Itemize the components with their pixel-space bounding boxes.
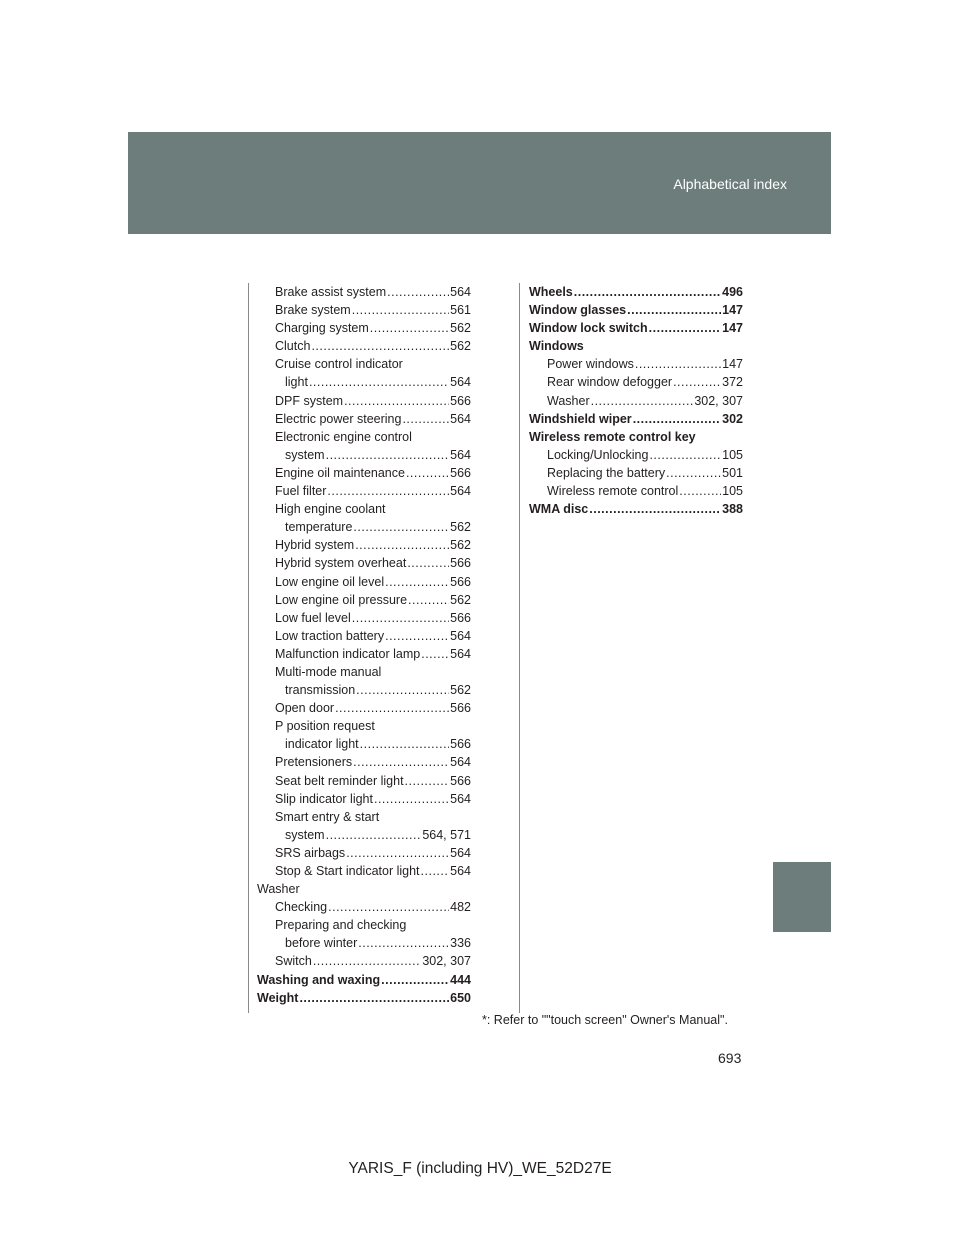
- left-column-rule: [248, 283, 249, 1013]
- dot-leader: [352, 609, 449, 627]
- index-entry: [257, 536, 471, 554]
- index-entry: [257, 934, 471, 952]
- index-entry-label: Power windows: [547, 357, 634, 372]
- index-entry: [529, 410, 743, 428]
- index-entry-label: Wireless remote control: [547, 484, 679, 499]
- dot-leader: [666, 464, 721, 482]
- index-entry-page: 650: [450, 990, 471, 1005]
- index-entry-label: SRS airbags: [275, 845, 346, 860]
- dot-leader: [385, 573, 449, 591]
- dot-leader: [327, 482, 449, 500]
- index-entry-page: 388: [722, 502, 743, 517]
- index-entry: [529, 319, 743, 337]
- dot-leader: [381, 971, 449, 989]
- index-entry-page: 566: [450, 393, 471, 408]
- index-entry: [529, 301, 743, 319]
- document-code: YARIS_F (including HV)_WE_52D27E: [348, 1160, 612, 1177]
- index-entry: [257, 482, 471, 500]
- index-entry: [257, 591, 471, 609]
- index-entry: [529, 500, 743, 518]
- index-heading: P position request: [275, 719, 375, 734]
- index-entry-label: Low traction battery: [275, 628, 385, 643]
- index-entry-page: 566: [450, 556, 471, 571]
- index-entry-label: Charging system: [275, 321, 369, 336]
- index-entry: [257, 283, 471, 301]
- index-entry-page: 147: [722, 357, 743, 372]
- index-entry-page: 566: [450, 773, 471, 788]
- index-entry-label: Replacing the battery: [547, 465, 666, 480]
- index-heading: Cruise control indicator: [275, 357, 403, 372]
- index-entry-page: 147: [722, 303, 743, 318]
- index-entry-label: Malfunction indicator lamp: [275, 646, 421, 661]
- index-entry-page: 372: [722, 375, 743, 390]
- dot-leader: [679, 482, 721, 500]
- index-heading: Electronic engine control: [275, 429, 412, 444]
- index-entry-page: 562: [450, 520, 471, 535]
- index-entry-label: Engine oil maintenance: [275, 465, 405, 480]
- index-entry-page: 564: [450, 375, 471, 390]
- index-column-right: [529, 283, 743, 518]
- center-column-rule: [519, 283, 520, 1013]
- index-entry-label: system: [285, 827, 325, 842]
- dot-leader: [673, 373, 721, 391]
- index-entry-label: Washer: [547, 393, 590, 408]
- index-entry: [257, 971, 471, 989]
- index-entry-label: Stop & Start indicator light: [275, 864, 420, 878]
- index-entry-page: 561: [450, 303, 471, 318]
- index-heading: Washer: [257, 882, 300, 897]
- dot-leader: [633, 410, 721, 428]
- index-entry-page: 564: [450, 755, 471, 770]
- index-entry-page: 302, 307: [694, 393, 743, 408]
- index-entry-page: 564: [450, 646, 471, 661]
- dot-leader: [408, 591, 449, 609]
- index-entry-label: Brake assist system: [275, 285, 387, 299]
- index-entry-page: 482: [450, 900, 471, 915]
- index-entry-page: 562: [450, 339, 471, 354]
- dot-leader: [370, 319, 449, 337]
- index-entry-label: WMA disc: [529, 502, 589, 517]
- index-entry: [257, 410, 471, 428]
- index-entry-label: Weight: [257, 990, 299, 1005]
- dot-leader: [353, 518, 449, 536]
- index-entry-label: before winter: [285, 936, 358, 951]
- index-entry-label: Low engine oil pressure: [275, 592, 408, 607]
- index-entry-label: transmission: [285, 683, 356, 698]
- dot-leader: [346, 844, 449, 862]
- index-entry: [257, 826, 471, 844]
- index-entry-label: light: [285, 375, 308, 390]
- dot-leader: [589, 500, 721, 518]
- index-entry-label: Hybrid system overheat: [275, 556, 407, 571]
- index-entry: [257, 952, 471, 970]
- index-entry: [257, 645, 471, 663]
- index-entry-label: temperature: [285, 520, 353, 535]
- index-entry: [257, 554, 471, 572]
- index-entry: [257, 790, 471, 808]
- index-entry-page: 564: [450, 791, 471, 806]
- dot-leader: [402, 410, 449, 428]
- index-entry: [257, 392, 471, 410]
- index-entry: [257, 301, 471, 319]
- index-entry: [257, 681, 471, 699]
- dot-leader: [356, 681, 449, 699]
- index-entry: [257, 862, 471, 880]
- index-entry: [257, 319, 471, 337]
- index-entry-label: Window glasses: [529, 303, 627, 318]
- index-entry: [529, 482, 743, 500]
- dot-leader: [352, 301, 449, 319]
- dot-leader: [311, 337, 449, 355]
- page-number: 693: [718, 1050, 742, 1066]
- dot-leader: [649, 446, 721, 464]
- index-entry: [257, 627, 471, 645]
- index-entry-page: 566: [450, 701, 471, 716]
- index-entry-label: Windshield wiper: [529, 411, 632, 426]
- dot-leader: [591, 392, 694, 410]
- index-entry-page: 302: [722, 411, 743, 426]
- dot-leader: [344, 392, 449, 410]
- dot-leader: [406, 464, 449, 482]
- index-entry-label: Switch: [275, 954, 312, 969]
- dot-leader: [649, 319, 721, 337]
- dot-leader: [421, 645, 449, 663]
- index-entry-label: Open door: [275, 701, 335, 716]
- index-entry-page: 564: [450, 845, 471, 860]
- index-heading: Wireless remote control key: [529, 429, 696, 444]
- index-entry-page: 564, 571: [422, 827, 471, 842]
- index-entry-page: 564: [450, 411, 471, 426]
- dot-leader: [326, 446, 450, 464]
- dot-leader: [407, 554, 449, 572]
- index-entry-page: 564: [450, 285, 471, 299]
- index-entry: [529, 446, 743, 464]
- index-entry-label: Washing and waxing: [257, 972, 381, 987]
- dot-leader: [353, 753, 449, 771]
- index-entry: [257, 772, 471, 790]
- dot-leader: [627, 301, 721, 319]
- index-entry-label: DPF system: [275, 393, 344, 408]
- index-entry-page: 566: [450, 465, 471, 480]
- index-entry-page: 562: [450, 592, 471, 607]
- section-thumb-tab: [773, 862, 831, 932]
- index-entry: [257, 518, 471, 536]
- index-entry-label: Low engine oil level: [275, 574, 385, 589]
- index-entry-page: 562: [450, 683, 471, 698]
- index-entry-label: Hybrid system: [275, 538, 355, 553]
- dot-leader: [421, 862, 450, 880]
- index-entry-page: 566: [450, 737, 471, 752]
- index-entry: [257, 699, 471, 717]
- index-entry-page: 302, 307: [422, 954, 471, 969]
- index-entry-label: Window lock switch: [529, 321, 648, 336]
- index-entry-page: 562: [450, 321, 471, 336]
- index-entry: [257, 898, 471, 916]
- index-entry-label: Brake system: [275, 303, 351, 318]
- index-entry: [257, 337, 471, 355]
- index-entry-label: Wheels: [529, 285, 573, 299]
- index-entry-page: 564: [450, 628, 471, 643]
- dot-leader: [360, 735, 449, 753]
- index-entry-page: 564: [450, 447, 471, 462]
- index-entry: [257, 573, 471, 591]
- index-entry-label: Checking: [275, 900, 328, 915]
- index-heading: Multi-mode manual: [275, 664, 382, 679]
- index-entry-page: 147: [722, 321, 743, 336]
- index-heading: High engine coolant: [275, 502, 386, 517]
- index-entry-page: 562: [450, 538, 471, 553]
- index-entry: [257, 446, 471, 464]
- index-entry-label: system: [285, 447, 325, 462]
- index-entry-label: Seat belt reminder light: [275, 773, 404, 788]
- index-entry-label: Clutch: [275, 339, 311, 354]
- index-entry: [529, 283, 743, 301]
- index-entry: [257, 373, 471, 391]
- dot-leader: [326, 826, 422, 844]
- dot-leader: [358, 934, 449, 952]
- index-entry-page: 444: [450, 972, 471, 987]
- dot-leader: [309, 373, 449, 391]
- index-entry: [529, 355, 743, 373]
- index-entry: [257, 844, 471, 862]
- index-entry-page: 566: [450, 574, 471, 589]
- index-heading: Smart entry & start: [275, 809, 380, 824]
- index-entry: [257, 989, 471, 1007]
- dot-leader: [574, 283, 721, 301]
- index-entry-page: 566: [450, 610, 471, 625]
- index-entry-page: 564: [450, 864, 471, 878]
- index-entry-label: Slip indicator light: [275, 791, 373, 806]
- index-entry-page: 496: [722, 285, 743, 299]
- index-entry: [529, 373, 743, 391]
- index-entry-page: 336: [450, 936, 471, 951]
- index-entry: [529, 464, 743, 482]
- index-entry-label: Locking/Unlocking: [547, 447, 649, 462]
- dot-leader: [328, 898, 449, 916]
- index-entry: [257, 464, 471, 482]
- index-entry: [257, 609, 471, 627]
- dot-leader: [374, 790, 449, 808]
- dot-leader: [635, 355, 721, 373]
- index-entry-label: Low fuel level: [275, 610, 351, 625]
- dot-leader: [385, 627, 449, 645]
- index-entry: [257, 735, 471, 753]
- index-column-left: [257, 283, 471, 1007]
- index-entry-label: Pretensioners: [275, 755, 353, 770]
- index-heading: Preparing and checking: [275, 918, 407, 933]
- dot-leader: [387, 283, 449, 301]
- dot-leader: [335, 699, 449, 717]
- dot-leader: [313, 952, 422, 970]
- index-entry-page: 564: [450, 484, 471, 499]
- index-entry-page: 105: [722, 484, 743, 499]
- index-entry-page: 105: [722, 447, 743, 462]
- index-entry-label: Fuel filter: [275, 484, 327, 499]
- section-title: Alphabetical index: [673, 176, 787, 192]
- dot-leader: [405, 772, 450, 790]
- footnote: *: Refer to ""touch screen" Owner's Manual".: [482, 1013, 728, 1027]
- index-entry: [529, 392, 743, 410]
- index-entry: [257, 753, 471, 771]
- header-band: [128, 132, 831, 234]
- dot-leader: [299, 989, 449, 1007]
- index-entry-label: indicator light: [285, 737, 359, 752]
- dot-leader: [355, 536, 449, 554]
- index-heading: Windows: [529, 339, 584, 354]
- index-entry-label: Electric power steering: [275, 411, 402, 426]
- index-entry-page: 501: [722, 465, 743, 480]
- index-entry-label: Rear window defogger: [547, 375, 673, 390]
